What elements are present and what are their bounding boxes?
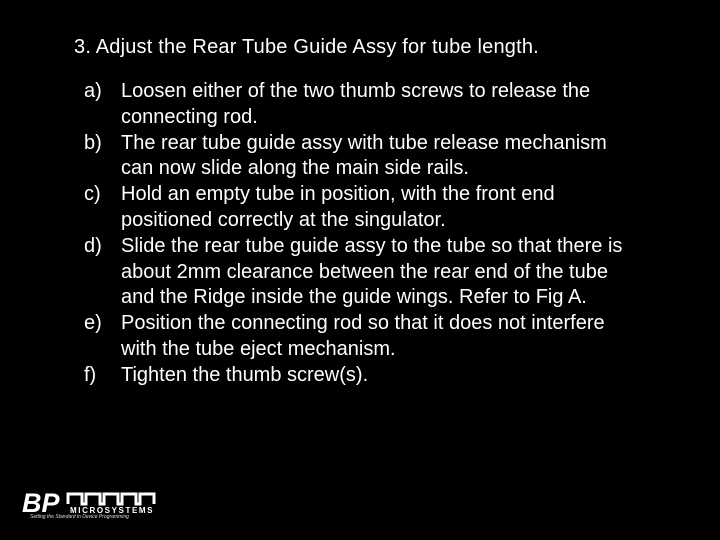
step-list <box>84 79 644 389</box>
step-text: Tighten the thumb screw(s). <box>121 363 369 386</box>
logo-wordmark: MICROSYSTEMS <box>70 506 155 515</box>
step-item-d <box>84 234 644 311</box>
step-marker: d) <box>84 234 102 257</box>
pulse-wave-icon <box>68 494 154 504</box>
step-text: Slide the rear tube guide assy to the tube so that there is about 2mm clearance between the rear end of the tube and the Ridge inside the guide wings. Refer to Fig A. <box>121 234 623 309</box>
step-item-c <box>84 182 644 234</box>
step-marker: f) <box>84 363 97 386</box>
step-marker: c) <box>84 183 101 206</box>
step-item-b <box>84 131 644 183</box>
step-marker: a) <box>84 80 102 102</box>
step-text: Hold an empty tube in position, with the front end positioned correctly at the singulator. <box>121 183 555 231</box>
step-text: Loosen either of the two thumb screws to release the connecting rod. <box>121 80 591 128</box>
step-item-e <box>84 311 644 363</box>
step-item-f <box>84 363 644 389</box>
slide-heading: 3. Adjust the Rear Tube Guide Assy for tube length. <box>74 36 539 58</box>
bp-microsystems-logo <box>20 488 180 526</box>
step-text: The rear tube guide assy with tube release mechanism can now slide along the main side rails. <box>121 131 607 180</box>
step-item-a <box>84 79 644 131</box>
step-marker: b) <box>84 131 102 154</box>
step-marker: e) <box>84 312 102 335</box>
step-text: Position the connecting rod so that it does not interfere with the tube eject mechanism. <box>121 312 605 360</box>
logo-tagline: Setting the Standard in Device Programming <box>30 514 129 520</box>
logo-letters: BP <box>22 488 60 518</box>
